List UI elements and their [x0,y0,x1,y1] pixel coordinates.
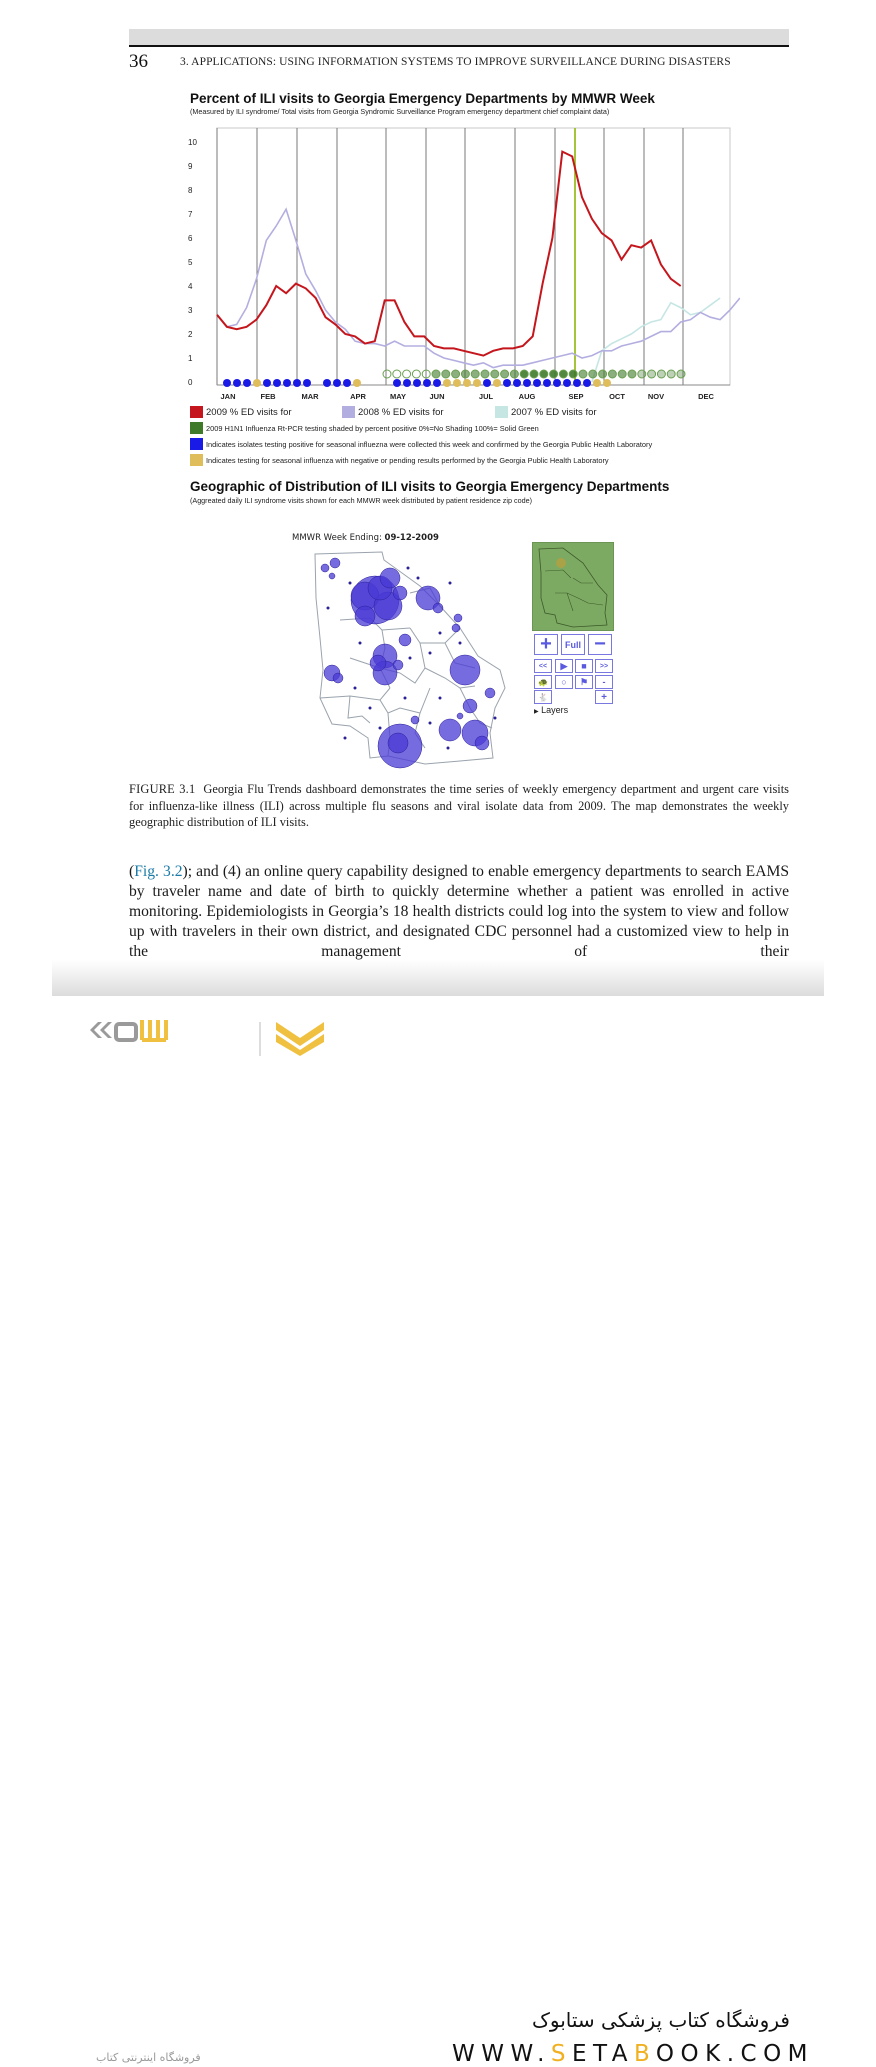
slow-turtle-button[interactable] [534,675,552,689]
georgia-ili-map[interactable] [310,548,515,773]
month-label: MAY [390,392,406,401]
legend-gold: Indicates testing for seasonal influenza with negative or pending results performed by the Georgia Public Health Laboratory [190,454,609,466]
full-extent-button[interactable]: Full [561,634,585,655]
y-tick-label: 9 [188,162,193,171]
turtle-icon: 🐢 [538,677,548,687]
page-number: 36 [129,51,148,72]
y-tick-label: 6 [188,234,193,243]
month-label: JAN [220,392,236,401]
legend-swatch-2008 [342,406,355,418]
rabbit-icon: 🐇 [538,692,548,702]
body-paragraph: (Fig. 3.2); and (4) an online query capability designed to enable emergency departments to search EAMS by traveler name and date of birth to quickly determine whether a patient was enrolled in active monitoring. Epidemiologists in Georgia’s 18 health districts could log into the system to view and follow up with travelers in their own district, and designated CDC personnel had a customized view to help in the management of their [129,863,790,960]
loop-button[interactable] [555,675,573,689]
legend-2007: 2007 % ED visits for [495,406,597,418]
month-label: MAR [301,392,319,401]
y-tick-label: 10 [188,138,197,147]
y-tick-label: 8 [188,186,193,195]
legend-2008: 2008 % ED visits for [342,406,444,418]
month-label: FEB [260,392,276,401]
y-tick-label: 1 [188,354,193,363]
rewind-button[interactable]: << [534,659,552,673]
speed-minus-button[interactable]: - [595,675,613,689]
mmwr-week-label: MMWR Week Ending: 09-12-2009 [292,533,439,543]
legend-blue: Indicates isolates testing positive for seasonal influezna were collected this week and confirmed by the Georgia Public Health Laboratory [190,438,652,450]
y-tick-label: 4 [188,282,193,291]
legend-swatch-2009 [190,406,203,418]
month-label: AUG [518,392,536,401]
loop-icon: ○ [561,677,567,687]
legend-2009: 2009 % ED visits for [190,406,292,418]
geo-subtitle: (Aggreated daily ILI syndrome visits shown for each MMWR week distributed by patient residence zip code) [190,496,532,505]
month-label: JUL [478,392,494,401]
mmwr-week-value: 09-12-2009 [384,533,439,543]
legend-swatch-h1n1 [190,422,203,434]
header-bar [129,29,789,47]
y-tick-label: 7 [188,210,193,219]
month-label: SEP [568,392,584,401]
y-tick-label: 2 [188,330,193,339]
geo-title: Geographic of Distribution of ILI visits to Georgia Emergency Departments [190,479,670,494]
running-head: 3. APPLICATIONS: USING INFORMATION SYSTEMS TO IMPROVE SURVEILLANCE DURING DISASTERS [180,56,731,68]
stop-button[interactable]: ■ [575,659,593,673]
y-tick-label: 0 [188,378,193,387]
month-label: OCT [609,392,625,401]
legend-swatch-2007 [495,406,508,418]
triangle-right-icon: ▶ [534,709,539,715]
zoom-in-button[interactable]: + [534,634,558,655]
setabook-logo [88,1016,348,1056]
chart-subtitle: (Measured by ILI syndrome/ Total visits from Georgia Syndromic Surveillance Program emergency department chief complaint data) [190,107,610,116]
legend-swatch-gold [190,454,203,466]
y-tick-label: 5 [188,258,193,267]
figure-caption [129,781,789,831]
y-axis-ticks [188,138,197,387]
store-name: فروشگاه کتاب پزشکی ستابوک [532,2008,790,2032]
x-axis-month-labels [220,392,714,401]
flag-button[interactable] [575,675,593,689]
overview-map[interactable] [532,542,614,631]
speed-plus-button[interactable]: + [595,690,613,704]
figure-label: FIGURE 3.1 [129,782,196,796]
y-tick-label: 3 [188,306,193,315]
zoom-out-button[interactable]: − [588,634,612,655]
layers-toggle[interactable]: ▶ Layers [534,705,569,715]
month-label: DEC [698,392,714,401]
flag-icon: ⚑ [579,676,589,687]
chart-title: Percent of ILI visits to Georgia Emergency Departments by MMWR Week [190,91,655,106]
page-bottom-shadow [52,960,824,996]
legend-swatch-blue [190,438,203,450]
fast-rabbit-button[interactable] [534,690,552,704]
fig-3-2-link[interactable]: Fig. 3.2 [134,863,183,880]
month-label: NOV [647,392,665,401]
logo-subtitle: فروشگاه اینترنتی کتاب [96,2051,201,2064]
footer-banner [0,998,876,2067]
forward-button[interactable]: >> [595,659,613,673]
month-label: JUN [429,392,445,401]
legend-h1n1: 2009 H1N1 Influenza Rt-PCR testing shaded by percent positive 0%=No Shading 100%= Solid Green [190,422,539,434]
overview-map-outline [533,543,613,630]
play-button[interactable]: ▶ [555,659,573,673]
caption-text: Georgia Flu Trends dashboard demonstrates the time series of weekly emergency department and urgent care visits for influenza-like illness (ILI) across multiple flu seasons and viral isolate data from 2009. The map demonstrates the weekly geographic distribution of ILI visits. [129,782,789,829]
store-url[interactable]: WWW.SETABOOK.COM [452,2041,815,2067]
month-label: APR [350,392,366,401]
ili-line-chart [180,124,740,406]
